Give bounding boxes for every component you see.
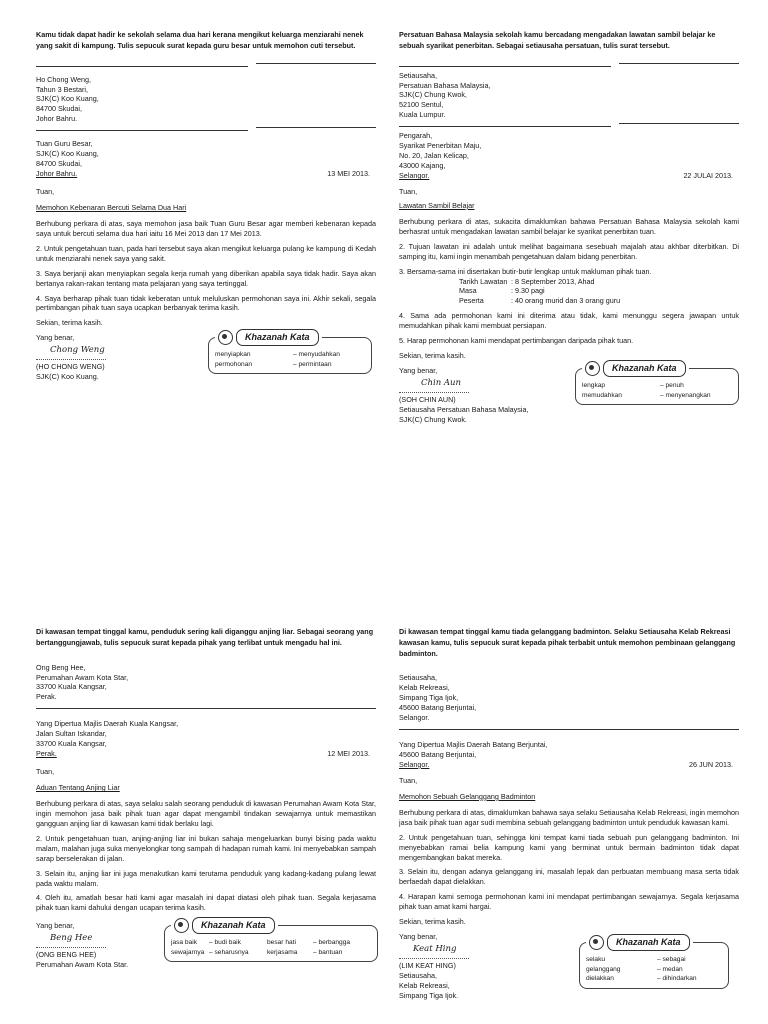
divider — [36, 66, 376, 67]
vocab-word: menyiapkan — [215, 351, 251, 359]
book-icon — [589, 935, 604, 950]
address-line: Kuala Lumpur. — [399, 110, 446, 120]
letter-paragraph: 3. Selain itu, dengan adanya gelanggang ini, masalah lepak dan perbuatan membuang masa serta tidak berfaedah dapat dielakkan. — [399, 867, 739, 887]
divider — [36, 130, 376, 131]
khazanah-kata-title: Khazanah Kata — [607, 934, 690, 950]
address-line: Ho Chong Weng, — [36, 74, 92, 84]
vocab-word: dielakkan — [586, 975, 614, 983]
letter-subject: Memohon Sebuah Gelanggang Badminton — [399, 791, 536, 801]
letter-paragraph: 3. Selain itu, anjing liar ini juga menakutkan kami terutama penduduk yang kadang-kadang pulang lewat pada waktu malam. — [36, 868, 376, 888]
address-line: Perak. — [36, 692, 57, 702]
letter-paragraph: Berhubung perkara di atas, sukacita dimaklumkan bahawa Persatuan Bahasa Malaysia sekolah kami berhasrat untuk mengadakan lawatan sambil belajar ke syarikat penerbitan tuan. — [399, 216, 739, 236]
address-line: Syarikat Penerbitan Maju, — [399, 141, 482, 151]
sender-address — [399, 71, 739, 121]
letter-paragraph: 2. Untuk pengetahuan tuan, pada hari tersebut saya akan mengikut keluarga pulang ke kampung di Kedah untuk menziarahi nenek saya yang sakit. — [36, 243, 376, 263]
letter-paragraph: 5. Harap permohonan kami mendapat pertimbangan daripada pihak tuan. — [399, 336, 634, 346]
divider — [399, 729, 739, 730]
signer-org: Perumahan Awam Kota Star. — [36, 959, 129, 969]
vocab-synonym: – seharusnya — [209, 948, 249, 956]
address-line: Setiausaha, — [399, 70, 437, 80]
yang-benar: Yang benar, — [36, 333, 75, 343]
signer-org: SJK(C) Chung Kwok. — [399, 414, 467, 424]
handwritten-signature: Beng Hee — [50, 933, 93, 944]
signer-name: (ONG BENG HEE) — [36, 950, 97, 959]
khazanah-kata-box — [208, 332, 372, 374]
vocab-synonym: – dihindarkan — [657, 975, 697, 983]
address-line: 45600 Batang Berjuntai, — [399, 750, 477, 760]
address-line: 84700 Skudai, — [36, 159, 82, 169]
signer-org: Kelab Rekreasi, — [399, 980, 450, 990]
address-line: Ong Beng Hee, — [36, 662, 86, 672]
signature-block — [399, 363, 739, 424]
signature-block — [36, 921, 376, 970]
sender-address — [399, 673, 739, 723]
letter-subject: Lawatan Sambil Belajar — [399, 200, 475, 210]
letter-subject: Aduan Tentang Anjing Liar — [36, 783, 120, 793]
detail-value: : 9.30 pagi — [511, 286, 545, 296]
letter-date: 12 MEI 2013. — [327, 749, 370, 759]
recipient-address — [36, 139, 376, 179]
letter-paragraph: 4. Oleh itu, amatlah besar hati kami agar masalah ini dapat diatasi oleh pihak tuan. Segala kerjasama pihak tuan kami dahului dengan ucapan terima kasih. — [36, 893, 376, 913]
address-line: Johor Bahru. — [36, 114, 78, 124]
salutation: Tuan, — [399, 186, 418, 196]
sender-address — [36, 663, 376, 703]
vocab-synonym: – berbangga — [313, 939, 351, 947]
vocab-synonym: – sebagai — [657, 956, 686, 964]
recipient-address — [36, 719, 376, 759]
letter-paragraph: 3. Saya berjanji akan menyiapkan segala kerja rumah yang diberikan apabila saya tidak hadir. Saya akan bertanya rakan-rakan tentang mata pelajaran yang saya tertinggal. — [36, 268, 376, 288]
letter-subject: Memohon Kebenaran Bercuti Selama Dua Hari — [36, 202, 187, 212]
vocab-word: besar hati — [267, 939, 296, 947]
letter-date: 13 MEI 2013. — [327, 169, 370, 179]
address-line: 33700 Kuala Kangsar, — [36, 739, 107, 749]
signer-name: (SOH CHIN AUN) — [399, 394, 456, 404]
signature-line — [36, 947, 106, 948]
letter-paragraph: 3. Bersama-sama ini disertakan butir-butir lengkap untuk makluman pihak tuan. — [399, 266, 652, 276]
letter-paragraph: Berhubung perkara di atas, saya selaku salah seorang penduduk di kawasan Perumahan Awam Kota Star, ingin memohon jasa baik pihak tuan agar dapat mengambil tindakan sewajarnya untuk memastikan gangguan anjing liar di kawasan kami tidak berlaku lagi. — [36, 798, 376, 828]
vocab-synonym: – budi baik — [209, 939, 241, 947]
salutation: Tuan, — [36, 187, 55, 197]
khazanah-kata-title: Khazanah Kata — [603, 360, 686, 376]
letter-paragraph: 2. Untuk pengetahuan tuan, anjing-anjing liar ini bukan sahaja mengeluarkan bunyi bising pada waktu malam, malahan juga suka menyelongkar tong sampah di hadapan rumah kami. Ini menyebabkan sampah sarap berselerakan di jalan. — [36, 833, 377, 863]
address-line: Perak. — [36, 749, 57, 759]
signer-name: (HO CHONG WENG) — [36, 362, 105, 371]
question-prompt: Kamu tidak dapat hadir ke sekolah selama dua hari kerana mengikut keluarga menziarahi nenek yang sakit di kampung. Tulis sepucuk surat kepada guru besar untuk memohon cuti tersebut. — [36, 30, 364, 50]
address-line: SJK(C) Koo Kuang, — [36, 94, 99, 104]
address-line: No. 20, Jalan Kelicap, — [399, 151, 469, 161]
khazanah-kata-title: Khazanah Kata — [236, 329, 319, 345]
signer-org: SJK(C) Koo Kuang. — [36, 371, 99, 381]
question-prompt: Di kawasan tempat tinggal kamu tiada gelanggang badminton. Selaku Setiausaha Kelab Rekreasi kawasan kamu, tulis sepucuk surat kepada pihak terbabit untuk memohon pembinaan gelanggang badminton. — [399, 627, 736, 658]
detail-label: Masa — [459, 286, 477, 296]
letter-sample-2 — [399, 30, 739, 425]
address-line: 45600 Batang Berjuntai, — [399, 703, 477, 713]
letter-paragraph: 2. Untuk pengetahuan tuan, sehingga kini tempat kami tiada sebuah pun gelanggang badminton. Ini menyebabkan ramai belia kampung kami yang berminat untuk bermain badminton tidak dapat mengembangkan bakat mereka. — [399, 832, 739, 862]
address-line: SJK(C) Chung Kwok, — [399, 90, 467, 100]
salutation: Tuan, — [36, 767, 55, 777]
letter-sample-4 — [399, 627, 739, 1001]
question-prompt: Persatuan Bahasa Malaysia sekolah kamu bercadang mengadakan lawatan sambil belajar ke sebuah syarikat penerbitan. Sebagai setiausaha persatuan, tulis surat tersebut. — [399, 30, 716, 50]
vocab-word: jasa baik — [171, 939, 198, 947]
letter-paragraph: Berhubung perkara di atas, saya memohon jasa baik Tuan Guru Besar agar memberi kebenaran kepada saya untuk bercuti selama dua hari iaitu 16 Mei 2013 dan 17 Mei 2013. — [36, 218, 376, 238]
vocab-synonym: – permintaan — [293, 360, 332, 368]
address-line: Persatuan Bahasa Malaysia, — [399, 80, 491, 90]
question-prompt: Di kawasan tempat tinggal kamu, penduduk sering kali diganggu anjing liar. Sebagai seorang yang bertanggungjawab, tulis sepucuk surat kepada pihak yang terlibat untuk mengadu hal ini. — [36, 627, 374, 647]
recipient-address — [399, 740, 739, 770]
address-line: Selangor. — [399, 171, 430, 181]
address-line: Tuan Guru Besar, — [36, 139, 93, 149]
signature-line — [36, 359, 106, 360]
address-line: 43000 Kajang, — [399, 161, 446, 171]
khazanah-kata-box — [164, 920, 378, 962]
vocab-synonym: – menyudahkan — [293, 351, 340, 359]
vocab-word: permohonan — [215, 360, 253, 368]
letter-paragraph: 4. Sama ada permohonan kami ini diterima atau tidak, kami menunggu segera jawapan untuk memudahkan pihak kami membuat persiapan. — [399, 311, 739, 331]
letter-date: 26 JUN 2013. — [689, 759, 733, 769]
recipient-address — [399, 131, 739, 181]
letter-paragraph: 2. Tujuan lawatan ini adalah untuk melihat bagaimana sesebuah majalah atau akhbar diterbitkan. Di samping itu, kami ingin menambah pengetahuan dalam bidang penerbitan. — [399, 241, 739, 261]
yang-benar: Yang benar, — [399, 932, 438, 942]
signer-org: Simpang Tiga Ijok. — [399, 990, 459, 1000]
yang-benar: Yang benar, — [399, 366, 438, 376]
salutation: Tuan, — [399, 775, 418, 785]
divider — [399, 66, 739, 67]
vocab-word: memudahkan — [582, 391, 622, 399]
address-line: Kelab Rekreasi, — [399, 683, 450, 693]
detail-value: : 40 orang murid dan 3 orang guru — [511, 296, 621, 306]
address-line: 33700 Kuala Kangsar, — [36, 682, 107, 692]
address-line: Simpang Tiga Ijok, — [399, 693, 459, 703]
signature-block — [399, 932, 739, 1000]
address-line: Pengarah, — [399, 131, 433, 141]
letter-paragraph: 4. Saya berharap pihak tuan tidak keberatan untuk meluluskan permohonan saya ini. Akhir sekali, segala pertimbangan pihak tuan saya ucapkan berbanyak terima kasih. — [36, 293, 376, 313]
vocab-word: selaku — [586, 956, 606, 964]
vocab-word: kerjasama — [267, 948, 298, 956]
signer-org: Setiausaha Persatuan Bahasa Malaysia, — [399, 404, 529, 414]
address-line: Yang Dipertua Majlis Daerah Batang Berjuntai, — [399, 740, 548, 750]
address-line: Yang Dipertua Majlis Daerah Kuala Kangsar, — [36, 719, 179, 729]
address-line: Tahun 3 Bestari, — [36, 84, 88, 94]
closing-line: Sekian, terima kasih. — [399, 917, 466, 927]
signature-line — [399, 958, 469, 959]
vocab-word: lengkap — [582, 382, 606, 390]
letter-paragraph: 4. Harapan kami semoga permohonan kami ini mendapat pertimbangan sewajarnya. Segala kerjasama pihak tuan amat kami hargai. — [399, 892, 739, 912]
book-icon — [174, 918, 189, 933]
vocab-word: sewajarnya — [171, 948, 205, 956]
sender-address — [36, 75, 376, 125]
khazanah-kata-box — [575, 363, 739, 405]
visit-details — [399, 277, 739, 307]
divider — [399, 126, 739, 127]
address-line: Jalan Sultan Iskandar, — [36, 729, 107, 739]
detail-value: : 8 September 2013, Ahad — [511, 276, 595, 286]
address-line: Johor Bahru. — [36, 169, 78, 179]
vocab-synonym: – medan — [657, 965, 683, 973]
address-line: 84700 Skudai, — [36, 104, 82, 114]
vocab-synonym: – bantuan — [313, 948, 343, 956]
signature-line — [399, 392, 469, 393]
closing-line: Sekian, terima kasih. — [399, 351, 466, 361]
handwritten-signature: Chin Aun — [421, 378, 461, 389]
detail-label: Tarikh Lawatan — [459, 276, 508, 286]
detail-label: Peserta — [459, 296, 484, 306]
signer-org: Setiausaha, — [399, 970, 437, 980]
book-icon — [218, 330, 233, 345]
address-line: Perumahan Awam Kota Star, — [36, 672, 129, 682]
letter-sample-1 — [36, 30, 376, 382]
vocab-synonym: – menyenangkan — [660, 391, 711, 399]
vocab-synonym: – penuh — [660, 382, 684, 390]
khazanah-kata-title: Khazanah Kata — [192, 917, 275, 933]
handwritten-signature: Keat Hing — [413, 944, 457, 955]
address-line: Selangor. — [399, 759, 430, 769]
signature-block — [36, 333, 376, 382]
vocab-word: gelanggang — [586, 965, 621, 973]
letter-date: 22 JULAI 2013. — [683, 171, 733, 181]
divider — [36, 708, 376, 709]
book-icon — [585, 361, 600, 376]
address-line: Setiausaha, — [399, 673, 437, 683]
handwritten-signature: Chong Weng — [50, 345, 105, 356]
letter-paragraph: Berhubung perkara di atas, dimaklumkan bahawa saya selaku Setiausaha Kelab Rekreasi, ingin memohon jasa baik pihak tuan agar sudi membina sebuah gelanggang badminton untuk penduduk kawasan kami. — [399, 807, 740, 827]
closing-line: Sekian, terima kasih. — [36, 318, 103, 328]
address-line: Selangor. — [399, 713, 430, 723]
address-line: 52100 Sentul, — [399, 100, 444, 110]
yang-benar: Yang benar, — [36, 921, 75, 931]
letter-sample-3 — [36, 627, 376, 970]
signer-name: (LIM KEAT HING) — [399, 960, 456, 970]
khazanah-kata-box — [579, 937, 729, 989]
address-line: SJK(C) Koo Kuang, — [36, 149, 99, 159]
